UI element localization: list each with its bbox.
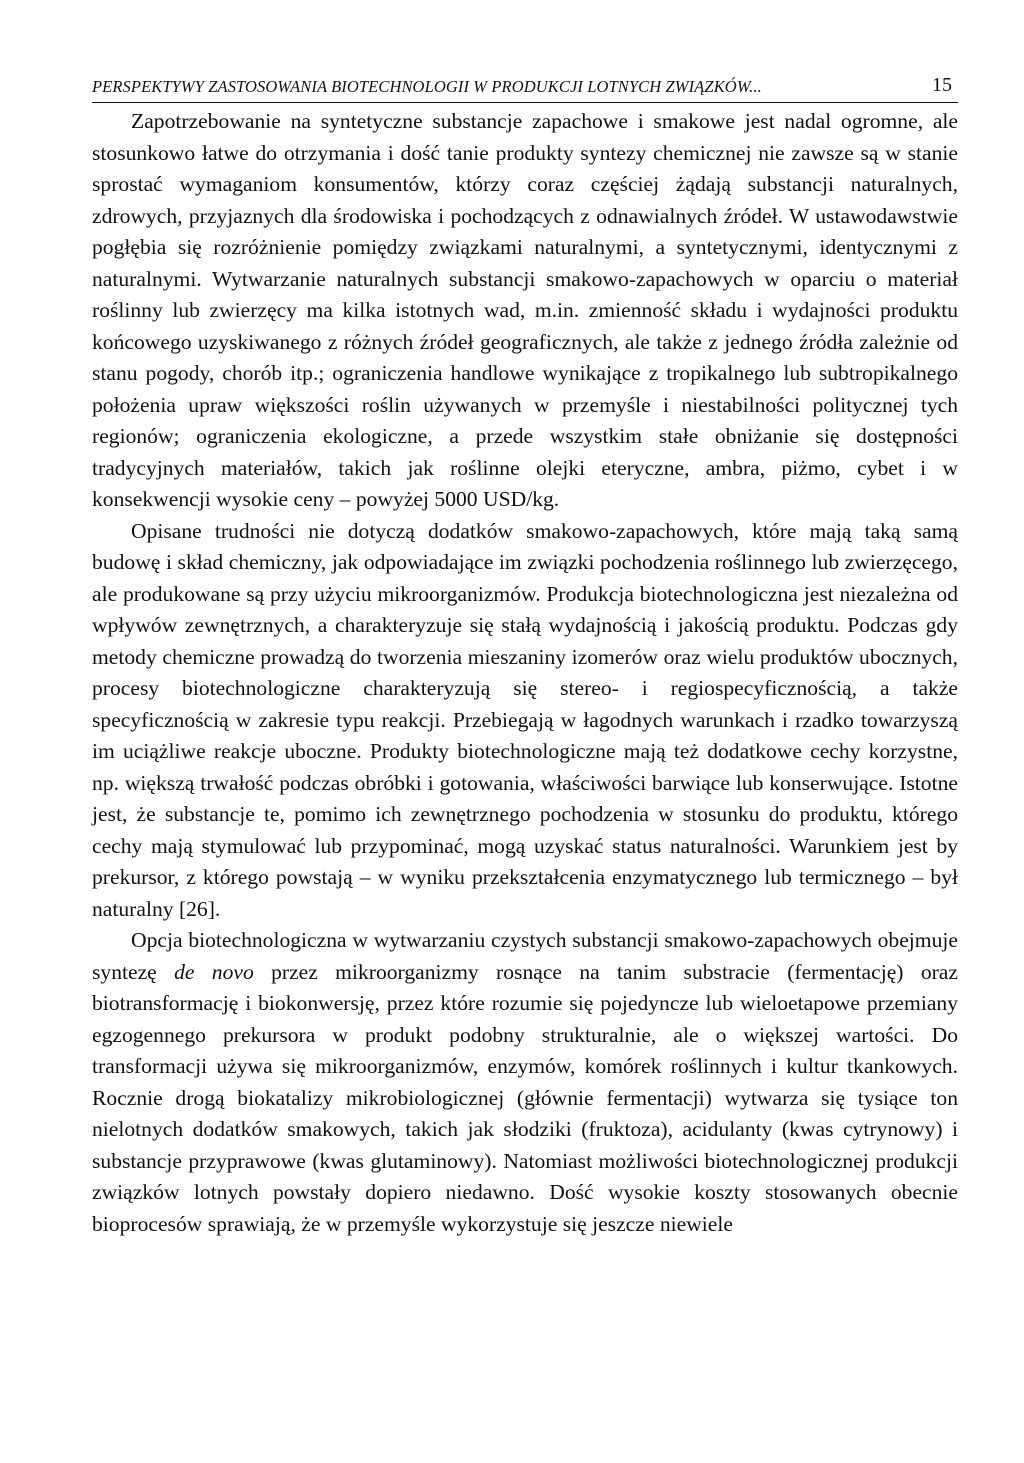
running-header	[92, 72, 958, 103]
paragraph-biotech-option	[92, 925, 958, 1240]
paragraph-demand-for-natural-substances: Zapotrzebowanie na syntetyczne substancje zapachowe i smakowe jest nadal ogromne, ale stosunkowo łatwe do otrzymania i dość tanie produkty syntezy chemicznej nie zawsze są w stanie sprostać wymaganiom konsumentów, którzy coraz częściej żądają substancji naturalnych, zdrowych, przyjaznych dla środowiska i pochodzących z odnawialnych źródeł. W ustawodawstwie pogłębia się rozróżnienie pomiędzy związkami naturalnymi, a syntetycznymi, identycznymi z naturalnymi. Wytwarzanie naturalnych substancji smakowo-zapachowych w oparciu o materiał roślinny lub zwierzęcy ma kilka istotnych wad, m.in. zmienność składu i wydajności produktu końcowego uzyskiwanego z różnych źródeł geograficznych, ale także z jednego źródła zależnie od stanu pogody, chorób itp.; ograniczenia handlowe wynikające z tropikalnego lub subtropikalnego położenia upraw większości roślin używanych w przemyśle i niestabilności politycznej tych regionów; ograniczenia ekologiczne, a przede wszystkim stałe obniżanie się dostępności tradycyjnych materiałów, takich jak roślinne olejki eteryczne, ambra, piżmo, cybet i w konsekwencji wysokie ceny – powyżej 5000 USD/kg.	[92, 109, 958, 511]
paragraph-text-segment: Opcja biotechnologiczna w wytwarzaniu czystych substancji smakowo-zapachowych obejmuje syntezę	[92, 928, 958, 984]
latin-term-de-novo: de novo	[174, 959, 254, 984]
page	[92, 72, 958, 1240]
body-text	[92, 106, 958, 1240]
paragraph-text-segment: przez mikroorganizmy rosnące na tanim substracie (fermentację) oraz biotransformację i biokonwersję, przez które rozumie się pojedyncze lub wieloetapowe przemiany egzogennego prekursora w produkt podobny strukturalnie, ale o większej wartości. Do transformacji używa się mikroorganizmów, enzymów, komórek roślinnych i kultur tkankowych. Rocznie drogą biokatalizy mikrobiologicznej (głównie fermentacji) wytwarza się tysiące ton nielotnych dodatków smakowych, takich jak słodziki (fruktoza), acidulanty (kwas cytrynowy) i substancje przyprawowe (kwas glutaminowy). Natomiast możliwości biotechnologicznej produkcji związków lotnych powstały dopiero niedawno. Dość wysokie koszty stosowanych obecnie bioprocesów sprawiają, że w przemyśle wykorzystuje się jeszcze niewiele	[92, 959, 958, 1236]
page-number: 15	[932, 74, 952, 96]
paragraph-biotech-advantages: Opisane trudności nie dotyczą dodatków smakowo-zapachowych, które mają taką samą budowę i skład chemiczny, jak odpowiadające im związki pochodzenia roślinnego lub zwierzęcego, ale produkowane są przy użyciu mikroorganizmów. Produkcja biotechnologiczna jest niezależna od wpływów zewnętrznych, a charakteryzuje się stałą wydajnością i jakością produktu. Podczas gdy metody chemiczne prowadzą do tworzenia mieszaniny izomerów oraz wielu produktów ubocznych, procesy biotechnologiczne charakteryzują się stereo- i regiospecyficznością, a także specyficznością w zakresie typu reakcji. Przebiegają w łagodnych warunkach i rzadko towarzyszą im uciążliwe reakcje uboczne. Produkty biotechnologiczne mają też dodatkowe cechy korzystne, np. większą trwałość podczas obróbki i gotowania, właściwości barwiące lub konserwujące. Istotne jest, że substancje te, pomimo ich zewnętrznego pochodzenia w stosunku do produktu, którego cechy mają stymulować lub przypominać, mogą uzyskać status naturalności. Warunkiem jest by prekursor, z którego powstają – w wyniku przekształcenia enzymatycznego lub termicznego – był naturalny [26].	[92, 518, 958, 921]
running-header-title: PERSPEKTYWY ZASTOSOWANIA BIOTECHNOLOGII W PRODUKCJI LOTNYCH ZWIĄZKÓW...	[92, 77, 762, 96]
